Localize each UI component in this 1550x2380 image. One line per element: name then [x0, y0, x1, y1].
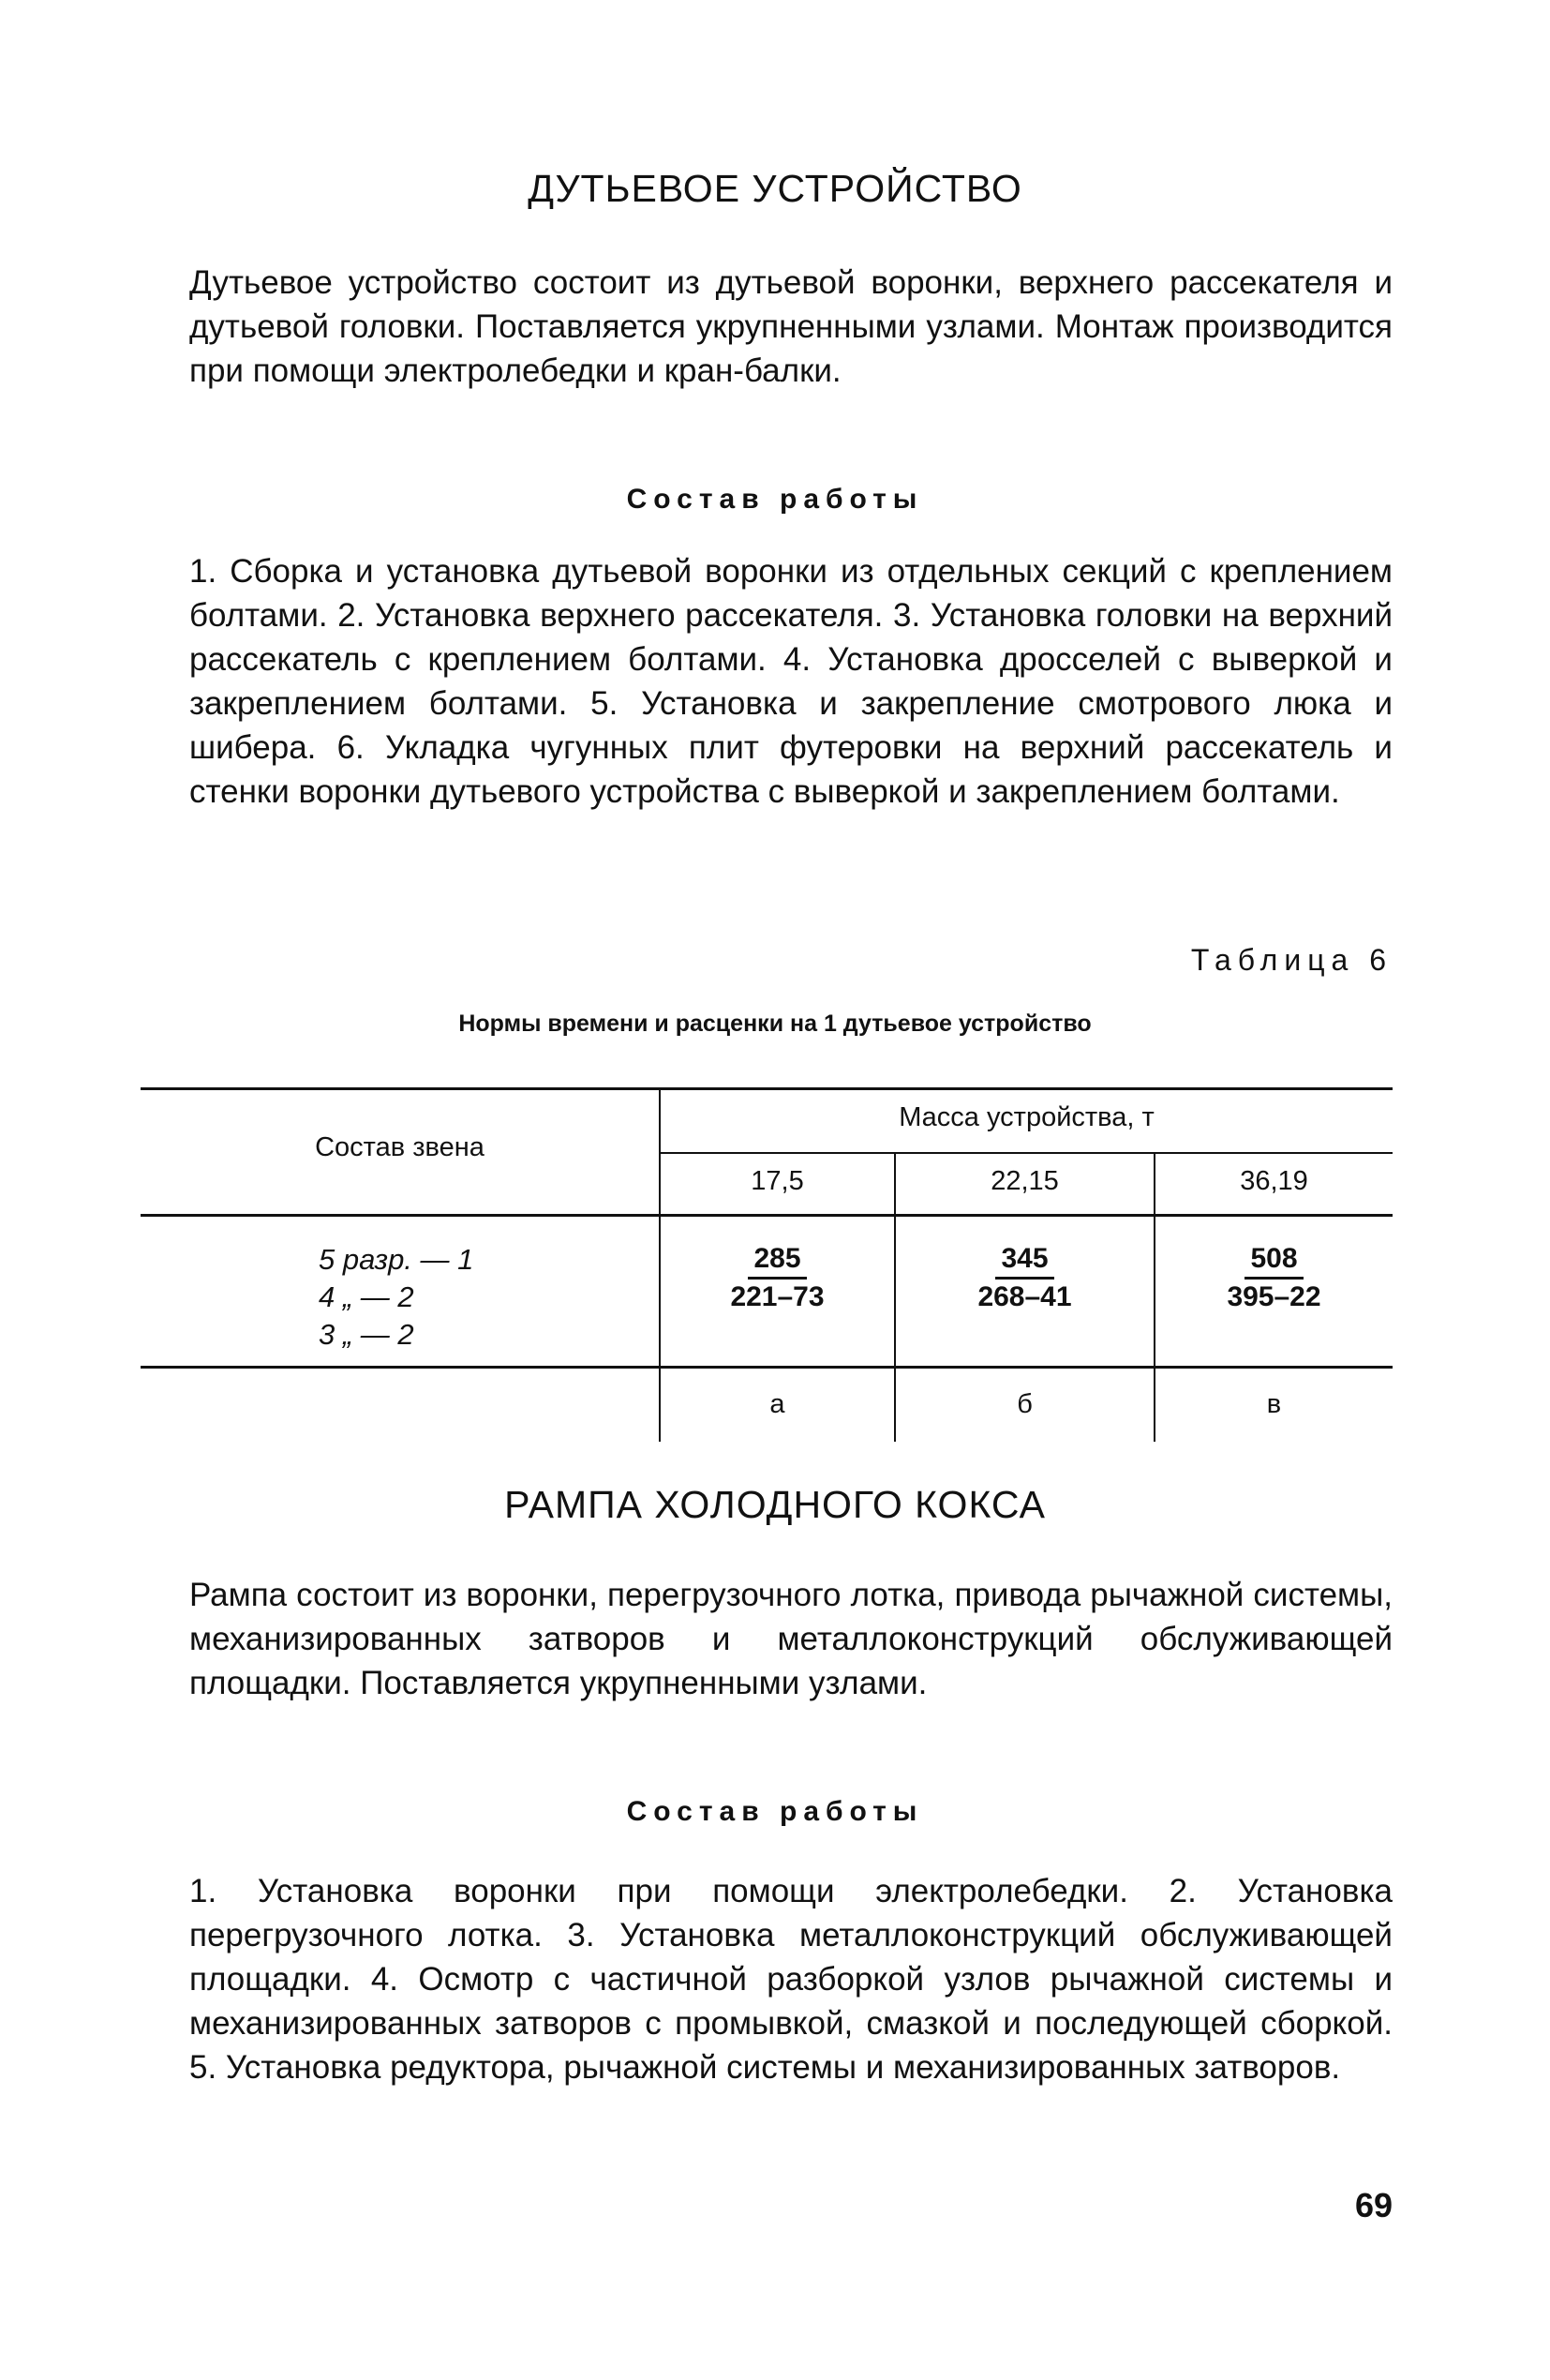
rate-cell-c	[1155, 1243, 1393, 1313]
table-bottom-rule	[141, 1366, 1393, 1369]
work-composition-heading: Состав работы	[626, 484, 924, 515]
time-norm: 285	[748, 1243, 806, 1280]
time-norm: 508	[1244, 1243, 1303, 1280]
work-composition-text: 1. Сборка и установка дутьевой воронки из отдельных секций с креплением болтами. 2. Установка верхнего рассекателя. 3. Установка головки на верхний рассекатель с креплением болтами. 4. Установка дросселей с выверкой и закреплением болтами. 5. Установка и закрепление смотрового люка и шибера. 6. Укладка чугунных плит футеровки на верхний рассекатель и стенки воронки дутьевого устройства с выверкой и закреплением болтами.	[189, 553, 1393, 810]
section-title-blowing-device: ДУТЬЕВОЕ УСТРОЙСТВО	[528, 167, 1022, 210]
section-title-coke-ramp: РАМПА ХОЛОДНОГО КОКСА	[504, 1483, 1046, 1526]
table-mass-rule	[659, 1152, 1393, 1154]
crew-line: 3 „ — 2	[319, 1318, 414, 1351]
column-letter-c: в	[1266, 1389, 1282, 1419]
table-caption: Нормы времени и расценки на 1 дутьевое устройство	[458, 1010, 1092, 1037]
time-norm: 345	[995, 1243, 1053, 1280]
column-letter-b: б	[1017, 1389, 1033, 1419]
price: 395–22	[1227, 1281, 1321, 1312]
norms-table	[141, 1087, 1393, 1444]
price: 221–73	[730, 1281, 825, 1312]
rate-cell-b	[896, 1243, 1154, 1313]
table-header-rule	[141, 1214, 1393, 1217]
work-composition-text-2: 1. Установка воронки при помощи электролебедки. 2. Установка перегрузочного лотка. 3. Установка металлоконструкций обслуживающей площадки. 4. Осмотр с частичной разборкой узлов рычажной системы и механизированных затворов с промывкой, смазкой и последующей сборкой. 5. Установка редуктора, рычажной системы и механизированных затворов.	[189, 1873, 1393, 2086]
work-composition-heading-2: Состав работы	[626, 1796, 924, 1827]
crew-line: 4 „ — 2	[319, 1280, 414, 1313]
rate-cell-a	[661, 1243, 894, 1313]
page-number: 69	[1354, 2186, 1393, 2224]
table-top-rule	[141, 1087, 1393, 1090]
section-intro-blowing-device: Дутьевое устройство состоит из дутьевой воронки, верхнего рассекателя и дутьевой головки. Поставляется укрупненными узлами. Монтаж производится при помощи электролебедки и кран-балки.	[189, 264, 1393, 389]
mass-value-1: 17,5	[751, 1166, 804, 1196]
crew-line: 5 разр. — 1	[319, 1243, 474, 1276]
crew-composition	[319, 1241, 600, 1354]
section-intro-coke-ramp: Рампа состоит из воронки, перегрузочного лотка, привода рычажной системы, механизированных затворов и металлоконструкций обслуживающей площадки. Поставляется укрупненными узлами.	[189, 1577, 1393, 1701]
col-header-crew: Состав звена	[315, 1132, 484, 1162]
column-letter-a: а	[769, 1389, 785, 1419]
mass-value-2: 22,15	[991, 1166, 1059, 1196]
table-label: Таблица 6	[1190, 943, 1393, 977]
mass-value-3: 36,19	[1240, 1166, 1308, 1196]
price: 268–41	[977, 1281, 1072, 1312]
col-header-mass: Масса устройства, т	[899, 1102, 1155, 1132]
